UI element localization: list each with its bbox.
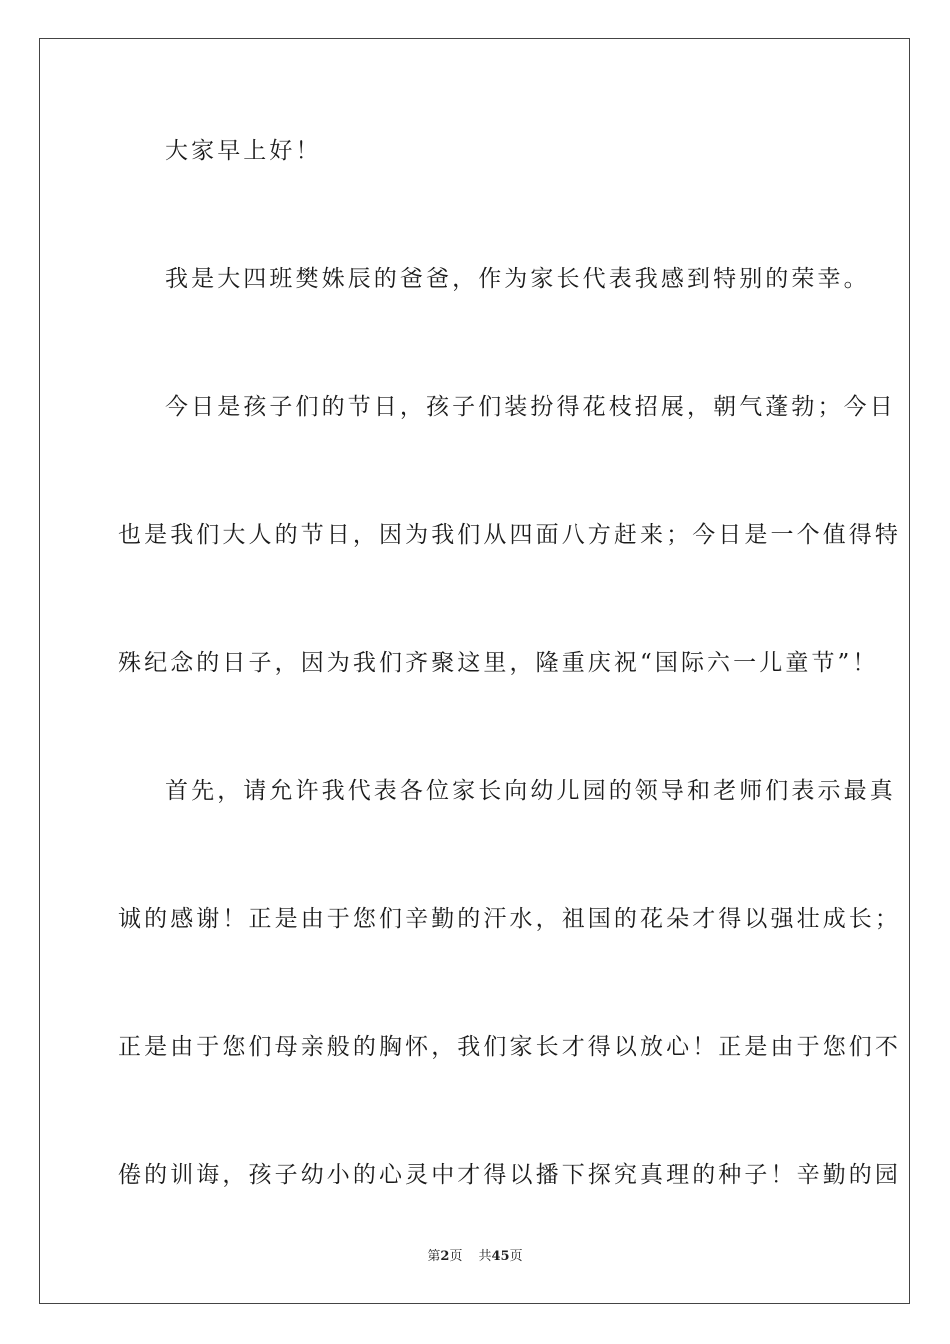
paragraph-greeting: 大家早上好！ [165, 138, 322, 164]
total-prefix: 共 [478, 1249, 492, 1264]
page-suffix: 页 [449, 1249, 463, 1264]
page-number [427, 1249, 462, 1264]
paragraph-festival-line-2: 也是我们大人的节日，因为我们从四面八方赶来；今日是一个值得特 [118, 522, 901, 548]
paragraph-introduction: 我是大四班樊姝辰的爸爸，作为家长代表我感到特别的荣幸。 [165, 266, 870, 292]
page-total [478, 1249, 522, 1264]
page-prefix: 第 [427, 1249, 441, 1264]
paragraph-thanks-line-3: 正是由于您们母亲般的胸怀，我们家长才得以放心！正是由于您们不 [118, 1034, 901, 1060]
total-pages: 45 [491, 1249, 510, 1264]
page-footer [0, 1248, 950, 1266]
paragraph-festival-line-3: 殊纪念的日子，因为我们齐聚这里，隆重庆祝“国际六一儿童节”！ [118, 650, 879, 676]
paragraph-thanks-line-2: 诚的感谢！正是由于您们辛勤的汗水，祖国的花朵才得以强壮成长； [118, 906, 901, 932]
paragraph-thanks-line-1: 首先，请允许我代表各位家长向幼儿园的领导和老师们表示最真 [165, 778, 896, 804]
current-page: 2 [440, 1249, 450, 1264]
paragraph-festival-line-1: 今日是孩子们的节日，孩子们装扮得花枝招展，朝气蓬勃；今日 [165, 394, 896, 420]
paragraph-thanks-line-4: 倦的训诲，孩子幼小的心灵中才得以播下探究真理的种子！辛勤的园 [118, 1162, 901, 1188]
total-suffix: 页 [509, 1249, 523, 1264]
